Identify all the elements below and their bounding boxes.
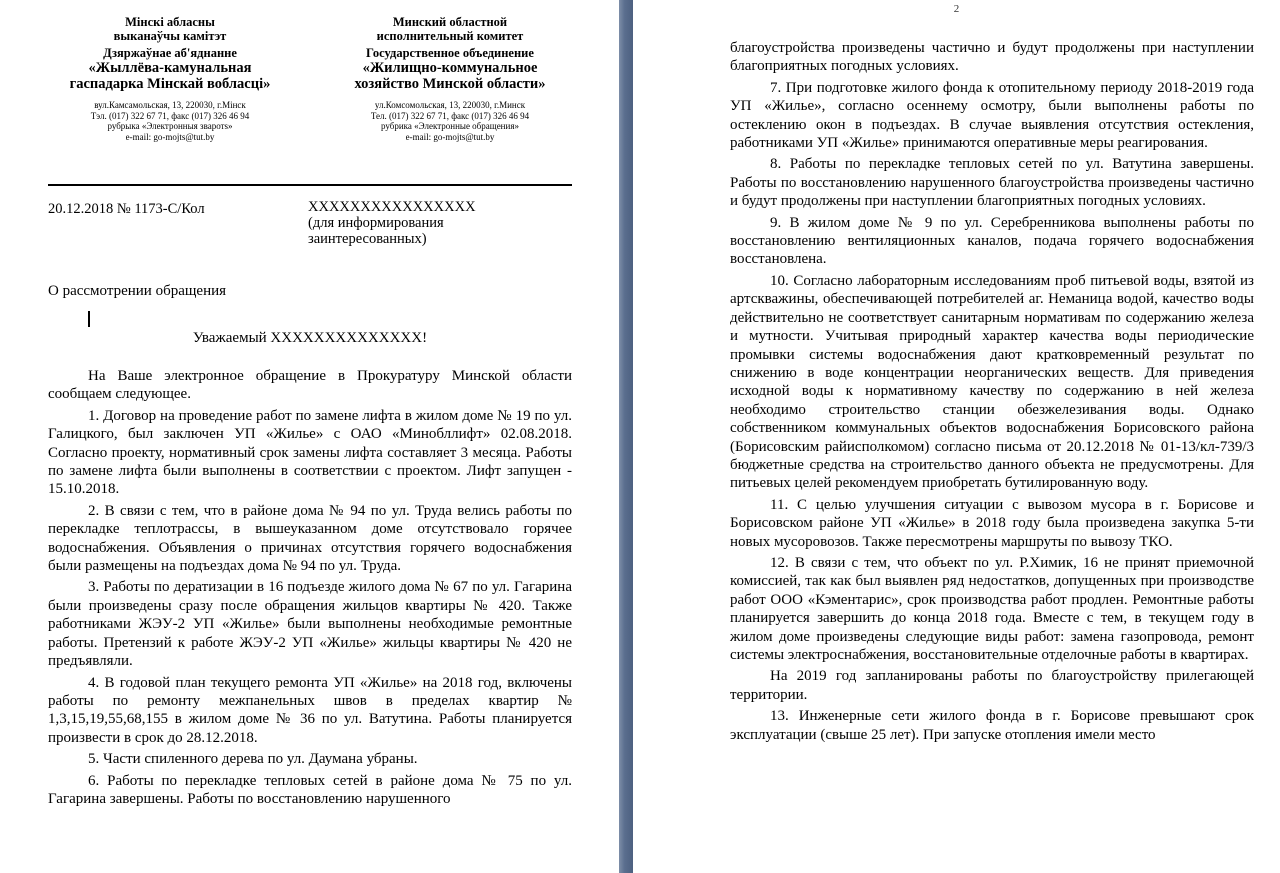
text-cursor <box>88 311 90 327</box>
org-name-2: хозяйство Минской области» <box>354 76 546 92</box>
email: e-mail: go-mojts@tut.by <box>125 131 215 142</box>
address: ул.Комсомольская, 13, 220030, г.Минск <box>374 100 526 110</box>
subject-line: О рассмотрении обращения <box>48 283 227 299</box>
org-name-2: гаспадарка Мінскай вобласці» <box>69 76 271 92</box>
paragraph: 2. В связи с тем, что в районе дома № 94 по ул. Труда велись работы по перекладке теплотрассы, в вышеуказанном доме отсутствовало горячее водоснабжения. Объявления о причинах отсутствия горячего водоснабжения были размещены на подъездах дома № 94 по ул. Труда. <box>48 502 572 575</box>
email: e-mail: go-mojts@tut.by <box>405 131 495 142</box>
addressee-note-1: (для информирования <box>308 215 444 231</box>
rubric: рубрыка «Электронныя зваротs» <box>107 121 233 131</box>
paragraph: 4. В годовой план текущего ремонта УП «Жилье» на 2018 год, включены работы по ремонту межпанельных швов в пределах квартир № 1,3,15,19,55,68,155 в жилом доме № 36 по ул. Ватутина. Работы планируется произвести в срок до 28.12.2018. <box>48 674 572 746</box>
paragraph: 1. Договор на проведение работ по замене лифта в жилом доме № 19 по ул. Галицкого, был заключен УП «Жилье» с ОАО «Минобллифт» 02.08.2018. Согласно проекту, нормативный срок замены лифта составляет 3 месяца. Работы по замене лифта были выполнены в соответствии с проектом. Лифт запущен - 15.10.2018. <box>48 407 572 498</box>
org-line-2: исполнительный комитет <box>376 29 524 43</box>
paragraph: 7. При подготовке жилого фонда к отопительному периоду 2018-2019 года УП «Жилье», согласно осеннему осмотру, были выполнены работы по остеклению окон в подъездах. В случае выявления отсутствия остекления, работниками УП «Жилье» принимаются оперативные меры реагирования. <box>730 79 1254 152</box>
paragraph: 13. Инженерные сети жилого фонда в г. Борисове превышают срок эксплуатации (свыше 25 лет). При запуске отопления имели место <box>730 708 1254 743</box>
addressee-block <box>308 199 476 247</box>
paragraph: 11. С целью улучшения ситуации с вывозом мусора в г. Борисове и Борисовском районе УП «Жилье» в 2018 году была произведена закупка 5-ти новых мусоровозов. Также пересмотрены маршруты по вывозу ТКО. <box>730 496 1254 550</box>
rubric: рубрика «Электронные обращения» <box>381 121 519 131</box>
paragraph: На 2019 год запланированы работы по благоустройству прилегающей территории. <box>730 668 1254 703</box>
paragraph: На Ваше электронное обращение в Прокуратуру Минской области сообщаем следующее. <box>48 368 572 403</box>
salutation: Уважаемый ХХХХХХХХХХХХХХ! <box>192 330 428 346</box>
paragraph: 9. В жилом доме № 9 по ул. Серебренникова выполнены работы по восстановлению вентиляционных каналов, подача горячего водоснабжения восстановлена. <box>730 214 1254 268</box>
letterhead-russian <box>320 15 580 142</box>
document-page-2 <box>633 0 1280 873</box>
assoc-line: Дзяржаўнае аб'яднанне <box>103 46 237 60</box>
paragraph: 12. В связи с тем, что объект по ул. Р.Химик, 16 не принят приемочной комиссией, так как был выявлен ряд недостатков, допущенных при производстве работ ООО «Кэментарис», срок производства работ продлен. Ремонтные работы планируется завершить до конца 2018 года. Вместе с тем, в текущем году в жилом доме произведены следующие виды работ: замена газопровода, ремонт системы электроснабжения, восстановительные отделочные работы в квартирах. <box>730 554 1254 663</box>
header-divider <box>48 184 572 186</box>
paragraph: 6. Работы по перекладке тепловых сетей в районе дома № 75 по ул. Гагарина завершены. Работы по восстановлению нарушенного <box>48 772 572 807</box>
addressee-note-2: заинтересованных) <box>308 231 427 247</box>
page1-body <box>48 367 572 811</box>
paragraph: 5. Части спиленного дерева по ул. Даумана убраны. <box>88 751 418 768</box>
date-and-number: 20.12.2018 № 1173-С/Кол <box>48 201 205 217</box>
org-line-1: Мінскі абласны <box>125 15 215 29</box>
paragraph-continuation: благоустройства произведены частично и будут продолжены при наступлении благоприятных погодных условиях. <box>730 40 1254 75</box>
page-number: 2 <box>953 3 960 15</box>
org-name-1: «Жыллёва-камунальная <box>88 60 252 76</box>
page-gap <box>619 0 633 873</box>
page2-body <box>730 39 1254 747</box>
org-line-1: Минский областной <box>392 15 508 29</box>
document-page-1 <box>0 0 619 873</box>
paragraph: 3. Работы по дератизации в 16 подъезде жилого дома № 67 по ул. Гагарина были произведены сразу после обращения жильцов квартиры № 420. Также работниками ЖЭУ-2 УП «Жилье» были выполнены необходимые ремонтные работы. Претензий к работе ЖЭУ-2 УП «Жилье» жильцы квартиры № 420 не предъявляли. <box>48 579 572 670</box>
phone: Тэл. (017) 322 67 71, факс (017) 326 46 94 <box>90 110 250 121</box>
letterhead-belarusian <box>40 15 300 142</box>
org-name-1: «Жилищно-коммунальное <box>362 60 538 76</box>
addressee-name: ХХХХХХХХХХХХХХХХ <box>308 199 476 215</box>
address: вул.Камсамольская, 13, 220030, г.Мінск <box>94 100 246 110</box>
paragraph: 8. Работы по перекладке тепловых сетей по ул. Ватутина завершены. Работы по восстановлению нарушенного благоустройства произведены частично и будут продолжены при наступлении благоприятных погодных условиях. <box>730 156 1254 210</box>
org-line-2: выканаўчы камітэт <box>113 29 227 43</box>
assoc-line: Государственное объединение <box>366 46 534 60</box>
paragraph: 10. Согласно лабораторным исследованиям проб питьевой воды, взятой из артскважины, обеспечивающей потребителей аг. Неманица водой, качество воды действительно не соответствует санитарным нормативам по содержанию железа и мутности. Учитывая природный характер качества воды периодические промывки системы водоснабжения дают кратковременный результат по снижению в воде концентрации неорганических веществ. Для приведения исходной воды к нормативному качеству по содержанию в ней железа необходимо строительство станции обезжелезивания воды. Однако собственником коммунальных объектов водоснабжения Борисовского района (Борисовским райисполкомом) согласно письма от 20.12.2018 № 01-13/кл-739/3 бюджетные средства на строительство данного объекта не предусмотрены. Для питьевых целей рекомендуем приобретать бутилированную воду. <box>730 272 1254 492</box>
phone: Тел. (017) 322 67 71, факс (017) 326 46 94 <box>370 110 530 121</box>
